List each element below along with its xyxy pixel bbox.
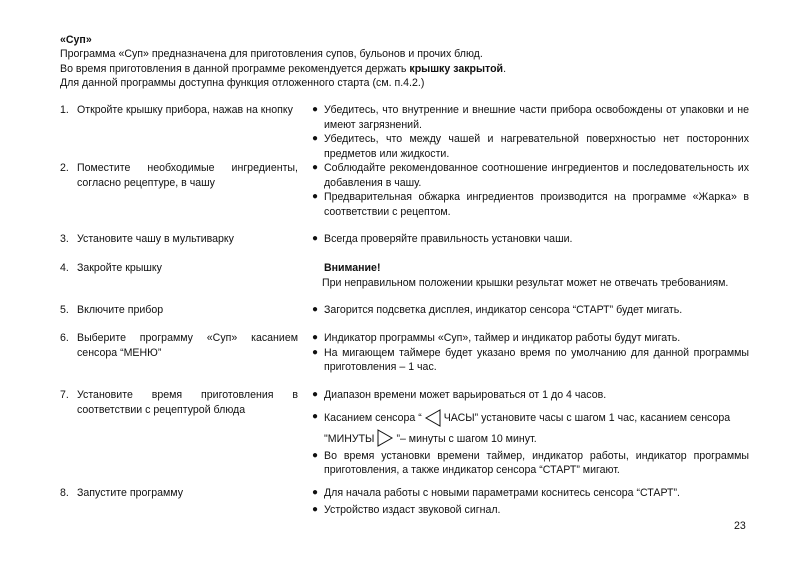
hours-left-triangle-icon <box>424 409 442 427</box>
intro-line-3: Для данной программы доступна функция отложенного старта (см. п.4.2.) <box>60 77 425 89</box>
note-no-foreign-objects: ● Убедитесь, что между чашей и нагревательной поверхностью нет посторонних предметов или жидкости. <box>312 133 749 160</box>
bullet-icon: ● <box>312 162 319 173</box>
notes-group-8 <box>312 486 749 517</box>
bullet-icon: ● <box>312 389 319 400</box>
note-ingredient-ratio: ● Соблюдайте рекомендованное соотношение ингредиентов и последовательность их добавления в чашу. <box>312 162 749 189</box>
bullet-icon: ● <box>312 449 319 461</box>
notes-group-6 <box>312 331 749 375</box>
note-display-light: ● Загорится подсветка дисплея, индикатор сенсора “СТАРТ” будет мигать. <box>312 304 683 316</box>
manual-page: «Суп» Программа «Суп» предназначена для приготовления супов, бульонов и прочих блюд. Во время приготовления в данной программе рекомендуется держать крышку закрытой. Для данной программы доступна функция отложенного старта (см. п.4.2.) 1. Откройте крышку прибора, нажав на кнопку 2. Поместите необходимые ингредиенты, согласно рецептуре, в чашу 3. Установите чашу в мультиварку 4. Закройте крышку 5. Включите прибор 6. Выберите программу «Суп» касанием сенсора “МЕНЮ” 7. Установите время приготовления в соответствии с рецептурой блюда 8. Запустите программу ● Убедитесь, что внутренние и внешние части прибора освобождены от упаковки и не имеют загрязнений. ● Убедитесь, что между чашей и нагревательной поверхностью нет посторонних предметов или жидкости. ● Соблюдайте рекомендованное соотношение ингредиентов и последовательность их добавления в чашу. ● Предварительная обжарка ингредиентов производится на программе «Жарка» в соответствии с рецептом. ● Всегда проверяйте правильность установки чаши. Внимание! При неправильном положении крышки результат может не отвечать требованиям. ● Загорится подсветка дисплея, индикатор сенсора “СТАРТ” будет мигать. ● Индикатор программы «Суп», таймер и индикатор работы будут мигать. ● На мигающем таймере будет указано время по умолчанию для данной программы приготовления – 1 час. ● Диапазон времени может варьироваться от 1 до 4 часов. ● Касанием сенсора “ ЧАСЫ” установите часы с шагом 1 час, касанием сенсора "МИНУТЫ ”– минуты с шагом 10 минут. ● Во время установки времени таймер, индикатор работы, индикатор программы приготовления, а также индикатор сенсора “СТАРТ” мигают. ● Для начала работы с новыми параметрами коснитесь сенсора “СТАРТ”. ● Устройство издаст звуковой сигнал. 23 <box>60 34 749 532</box>
bullet-icon: ● <box>312 503 319 515</box>
page-number: 23 <box>734 520 746 532</box>
intro-line-2: Во время приготовления в данной программе рекомендуется держать крышку закрытой. <box>60 62 507 75</box>
warning-block <box>312 261 749 290</box>
intro-block <box>60 47 750 91</box>
bullet-icon: ● <box>312 191 319 202</box>
notes-group-5 <box>312 303 749 318</box>
bullet-icon: ● <box>312 410 319 422</box>
note-indicators-blink: ● Индикатор программы «Суп», таймер и индикатор работы будут мигать. <box>312 332 681 344</box>
note-beep: ● Устройство издаст звуковой сигнал. <box>312 503 501 516</box>
bullet-icon: ● <box>312 104 319 115</box>
minutes-right-triangle-icon <box>376 429 394 447</box>
note-default-time: ● На мигающем таймере будет указано время по умолчанию для данной программы приготовления – 1 час. <box>312 346 749 373</box>
bullet-icon: ● <box>312 304 319 315</box>
bullet-icon: ● <box>312 332 319 343</box>
note-pre-frying: ● Предварительная обжарка ингредиентов производится на программе «Жарка» в соответствии с рецептом. <box>312 191 749 218</box>
intro-line-1: Программа «Суп» предназначена для приготовления супов, бульонов и прочих блюд. <box>60 48 483 60</box>
bullet-icon: ● <box>312 133 319 144</box>
section-title: «Суп» <box>60 34 92 46</box>
notes-group-3 <box>312 232 749 247</box>
note-unpacked: ● Убедитесь, что внутренние и внешние части прибора освобождены от упаковки и не имеют загрязнений. <box>312 104 749 131</box>
warning-text: При неправильном положении крышки результат может не отвечать требованиям. <box>322 276 729 289</box>
closed-lid-emphasis: крышку закрытой <box>409 62 504 75</box>
bullet-icon: ● <box>312 346 319 358</box>
note-setting-blink: ● Во время установки времени таймер, индикатор работы, индикатор программы приготовления, а также индикатор сенсора “СТАРТ” мигают. <box>312 449 749 476</box>
notes-group-1 <box>312 103 749 219</box>
notes-group-7 <box>312 388 749 478</box>
note-set-hours-minutes: ● Касанием сенсора “ ЧАСЫ” установите часы с шагом 1 час, касанием сенсора "МИНУТЫ ”– минуты с шагом 10 минут. <box>312 410 731 445</box>
bullet-icon: ● <box>312 487 319 498</box>
warning-title: Внимание! <box>324 262 381 274</box>
note-bowl-check: ● Всегда проверяйте правильность установки чаши. <box>312 233 573 245</box>
note-touch-start: ● Для начала работы с новыми параметрами коснитесь сенсора “СТАРТ”. <box>312 487 680 499</box>
note-time-range: ● Диапазон времени может варьироваться от 1 до 4 часов. <box>312 389 607 401</box>
bullet-icon: ● <box>312 233 319 244</box>
